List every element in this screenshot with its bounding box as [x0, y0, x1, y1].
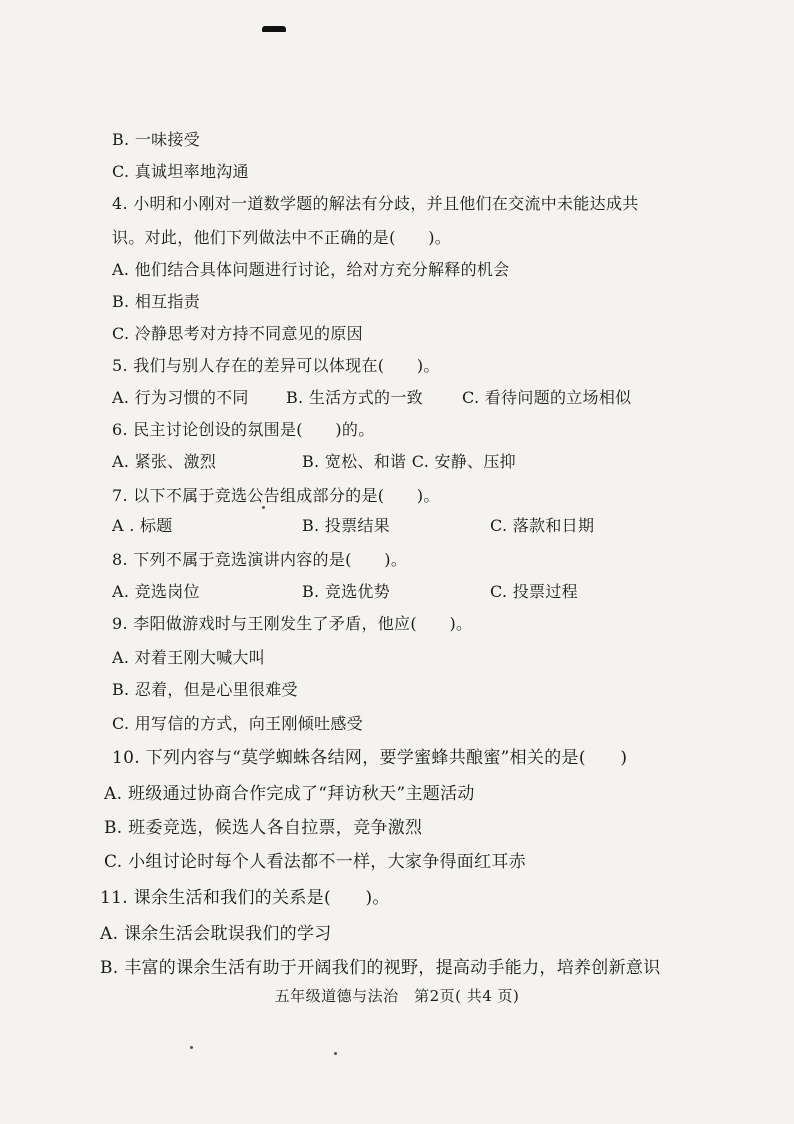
- q6-stem: 6. 民主讨论创设的氛围是( )的。: [112, 420, 375, 439]
- q4-stem-line1: 4. 小明和小刚对一道数学题的解法有分歧，并且他们在交流中未能达成共: [112, 194, 639, 213]
- scan-speck: [334, 1052, 337, 1055]
- q5-option-c: C. 看待问题的立场相似: [462, 388, 632, 407]
- q8-stem: 8. 下列不属于竞选演讲内容的是( )。: [112, 550, 408, 569]
- scan-mark: [262, 26, 286, 32]
- q8-option-c: C. 投票过程: [490, 582, 578, 601]
- q3-option-b: B. 一味接受: [112, 130, 201, 149]
- q9-stem: 9. 李阳做游戏时与王刚发生了矛盾，他应( )。: [112, 614, 473, 633]
- q4-stem-line2: 识。对此，他们下列做法中不正确的是( )。: [112, 228, 452, 247]
- q10-stem: 10. 下列内容与“莫学蜘蛛各结网，要学蜜蜂共酿蜜”相关的是( ): [112, 748, 628, 768]
- q4-option-b: B. 相互指责: [112, 292, 201, 311]
- q10-option-b: B. 班委竞选，候选人各自拉票，竞争激烈: [104, 818, 423, 838]
- q7-stem: 7. 以下不属于竞选公告组成部分的是( )。: [112, 486, 440, 505]
- q7-option-a: A . 标题: [112, 516, 173, 535]
- q9-option-c: C. 用写信的方式，向王刚倾吐感受: [112, 714, 363, 733]
- q6-option-bc: B. 宽松、和谐 C. 安静、压抑: [302, 452, 516, 471]
- q11-option-a: A. 课余生活会耽误我们的学习: [100, 924, 332, 944]
- q8-option-b: B. 竞选优势: [302, 582, 391, 601]
- q10-option-c: C. 小组讨论时每个人看法都不一样，大家争得面红耳赤: [104, 852, 527, 872]
- q7-option-c: C. 落款和日期: [490, 516, 595, 535]
- q10-option-a: A. 班级通过协商合作完成了“拜访秋天”主题活动: [104, 784, 475, 804]
- scan-speck: [262, 506, 265, 509]
- q5-option-b: B. 生活方式的一致: [286, 388, 423, 407]
- q4-option-c: C. 冷静思考对方持不同意见的原因: [112, 324, 363, 343]
- q3-option-c: C. 真诚坦率地沟通: [112, 162, 249, 181]
- page-footer: 五年级道德与法治 第2页( 共4 页): [274, 987, 520, 1005]
- q9-option-b: B. 忍着，但是心里很难受: [112, 680, 298, 699]
- q5-stem: 5. 我们与别人存在的差异可以体现在( )。: [112, 356, 440, 375]
- q6-option-a: A. 紧张、激烈: [112, 452, 217, 471]
- q8-option-a: A. 竞选岗位: [112, 582, 200, 601]
- q11-stem: 11. 课余生活和我们的关系是( )。: [100, 888, 390, 908]
- q9-option-a: A. 对着王刚大喊大叫: [112, 648, 266, 667]
- q11-option-b: B. 丰富的课余生活有助于开阔我们的视野，提高动手能力，培养创新意识: [100, 958, 661, 978]
- q5-option-a: A. 行为习惯的不同: [112, 388, 249, 407]
- scan-speck: [190, 1046, 193, 1049]
- q4-option-a: A. 他们结合具体问题进行讨论，给对方充分解释的机会: [112, 260, 510, 279]
- q7-option-b: B. 投票结果: [302, 516, 391, 535]
